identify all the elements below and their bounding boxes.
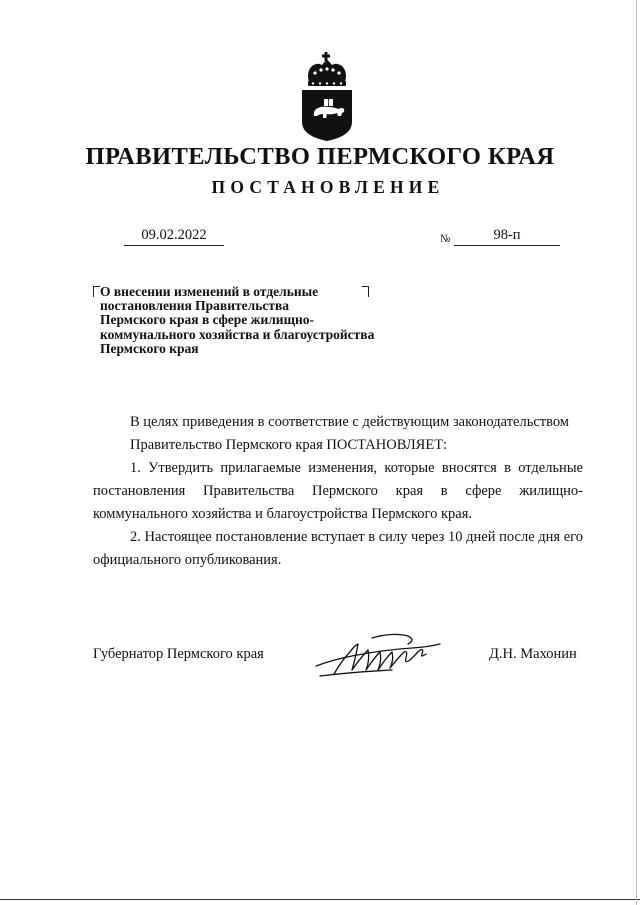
number-sign: №: [440, 233, 451, 245]
subject-line: коммунального хозяйства и благоустройства: [100, 326, 375, 342]
body-paragraph-preamble: В целях приведения в соответствие с действующим законодательством: [130, 414, 569, 430]
handwritten-signature-icon: [312, 630, 444, 680]
subject-line: Пермского края в сфере жилищно-: [100, 312, 314, 328]
signatory-position: Губернатор Пермского края: [93, 646, 264, 662]
body-paragraph-item-2: 2. Настоящее постановление вступает в силу через 10 дней после дня его официального опубликования.: [93, 529, 583, 568]
perm-krai-coat-of-arms-icon: [298, 52, 356, 142]
subject-bracket-left: [93, 286, 100, 297]
document-date: 09.02.2022: [124, 226, 224, 246]
document-subject: [100, 285, 400, 356]
body-paragraph-resolves: Правительство Пермского края ПОСТАНОВЛЯЕТ:: [130, 437, 448, 453]
document-type: ПОСТАНОВЛЕНИЕ: [211, 177, 445, 197]
body-paragraph-item-1: 1. Утвердить прилагаемые изменения, которые вносятся в отдельные постановления Правительства Пермского края в сфере жилищно-коммунального хозяйства и благоустройства Пермского края.: [93, 460, 583, 522]
government-title: ПРАВИТЕЛЬСТВО ПЕРМСКОГО КРАЯ: [85, 143, 555, 170]
scan-edge-right: [636, 0, 637, 905]
subject-line: Пермского края: [100, 340, 199, 356]
document-body: [93, 411, 583, 572]
scan-edge-bottom: [0, 899, 640, 900]
subject-line: О внесении изменений в отдельные: [100, 284, 319, 299]
subject-line: постановления Правительства: [100, 298, 289, 314]
signatory-name: Д.Н. Махонин: [489, 646, 577, 662]
document-number: 98-п: [454, 226, 560, 246]
